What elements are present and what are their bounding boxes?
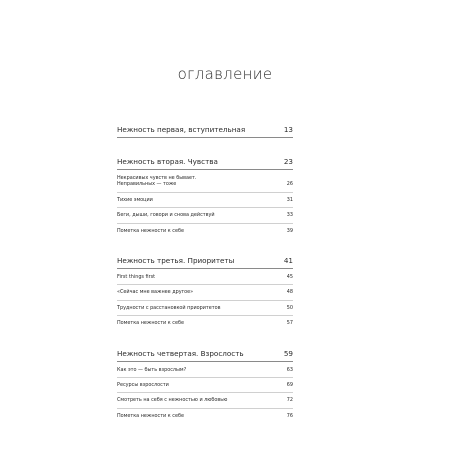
toc-section bbox=[117, 256, 293, 331]
entry-page-number: 72 bbox=[286, 397, 293, 404]
entry-title: Тихие эмоции bbox=[117, 196, 153, 203]
toc-section bbox=[117, 125, 293, 138]
toc-entry[interactable] bbox=[117, 413, 293, 423]
toc-entry[interactable] bbox=[117, 228, 293, 238]
entry-title: Смотреть на себя с нежностью и любовью bbox=[117, 397, 228, 404]
entry-title: Пометка нежности к себе bbox=[117, 320, 185, 327]
toc-section-heading-row[interactable] bbox=[117, 125, 293, 138]
toc-entry[interactable] bbox=[117, 367, 293, 378]
table-of-contents bbox=[117, 125, 293, 427]
entry-page-number: 45 bbox=[286, 274, 293, 281]
toc-section-heading-row[interactable] bbox=[117, 256, 293, 269]
entry-title: Ресурсы взрослости bbox=[117, 382, 169, 389]
entry-title: Трудности с расстановкой приоритетов bbox=[117, 304, 221, 311]
entry-title: Некрасивых чувств не бывает. Неправильных — тоже bbox=[117, 175, 197, 188]
toc-entry[interactable] bbox=[117, 397, 293, 408]
section-page-number: 41 bbox=[283, 256, 293, 266]
section-title: Нежность вторая. Чувства bbox=[117, 157, 218, 166]
toc-entry[interactable] bbox=[117, 289, 293, 300]
entry-page-number: 69 bbox=[286, 382, 293, 389]
toc-entry[interactable] bbox=[117, 197, 293, 208]
entry-title: Как это — быть взрослым? bbox=[117, 366, 187, 373]
section-page-number: 59 bbox=[283, 348, 293, 358]
entry-title: First things first bbox=[117, 274, 156, 281]
section-title: Нежность третья. Приоритеты bbox=[117, 256, 235, 266]
entry-title: «Сейчас мне важнее другое» bbox=[117, 289, 194, 296]
entry-page-number: 50 bbox=[286, 304, 293, 311]
toc-section-heading-row[interactable] bbox=[117, 349, 293, 362]
toc-entry[interactable] bbox=[117, 305, 293, 316]
entry-title: Пометка нежности к себе bbox=[117, 227, 185, 234]
section-page-number: 23 bbox=[283, 157, 293, 166]
toc-entry[interactable] bbox=[117, 212, 293, 223]
entry-page-number: 26 bbox=[286, 181, 293, 188]
entry-page-number: 57 bbox=[286, 320, 293, 327]
section-title: Нежность четвертая. Взрослость bbox=[117, 348, 244, 358]
toc-section-heading-row[interactable] bbox=[117, 157, 293, 170]
section-title: Нежность первая, вступительная bbox=[117, 125, 246, 134]
entry-page-number: 48 bbox=[286, 289, 293, 296]
section-page-number: 13 bbox=[283, 125, 293, 134]
toc-entry[interactable] bbox=[117, 320, 293, 330]
entry-page-number: 76 bbox=[286, 412, 293, 419]
entry-page-number: 39 bbox=[286, 227, 293, 234]
entry-page-number: 33 bbox=[286, 212, 293, 219]
page-title: оглавление bbox=[177, 65, 273, 83]
entry-page-number: 63 bbox=[286, 366, 293, 373]
toc-entry[interactable] bbox=[117, 382, 293, 393]
entry-title: Беги, дыши, говори и снова действуй bbox=[117, 212, 215, 219]
toc-section bbox=[117, 349, 293, 424]
toc-entry[interactable] bbox=[117, 175, 293, 193]
toc-entry[interactable] bbox=[117, 274, 293, 285]
entry-title: Пометка нежности к себе bbox=[117, 412, 185, 419]
toc-section bbox=[117, 157, 293, 238]
entry-page-number: 31 bbox=[286, 196, 293, 203]
